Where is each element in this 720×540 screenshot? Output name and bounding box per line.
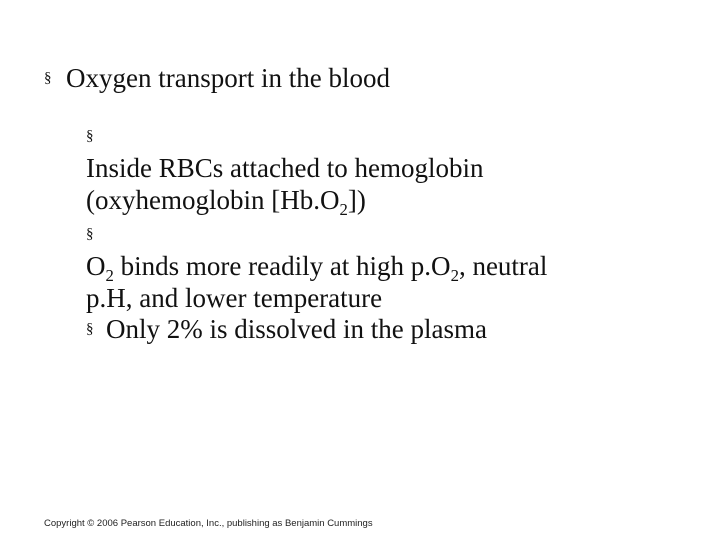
bullet-line-1 [86,250,548,285]
bullet-marker: § [86,128,94,144]
bullet-text [86,152,484,219]
bullet-text: Only 2% is dissolved in the plasma [106,314,487,344]
bullet-marker: § [86,321,94,337]
subscript: 2 [450,265,459,285]
bullet-o2-binding [86,218,547,314]
bullet-line-2 [86,184,483,219]
bullet-dissolved-plasma [86,313,487,345]
text-fragment: O [86,251,106,281]
bullet-oxygen-transport [44,62,390,94]
bullet-inside-rbcs [86,120,484,219]
text-fragment: , neutral [458,251,548,281]
bullet-line-2: p.H, and lower temperature [86,283,383,313]
bullet-line-1: Inside RBCs attached to hemoglobin [86,153,484,183]
text-fragment: binds more readily at high p.O [113,251,451,281]
text-fragment: (oxyhemoglobin [Hb.O [86,185,340,215]
subscript: 2 [105,265,114,285]
copyright-notice: Copyright © 2006 Pearson Education, Inc., publishing as Benjamin Cummings [44,518,373,529]
text-fragment: ]) [347,185,366,215]
bullet-text: Oxygen transport in the blood [66,63,390,93]
subscript: 2 [339,199,348,219]
bullet-marker: § [44,70,52,86]
bullet-marker: § [86,226,94,242]
bullet-text [86,250,547,314]
